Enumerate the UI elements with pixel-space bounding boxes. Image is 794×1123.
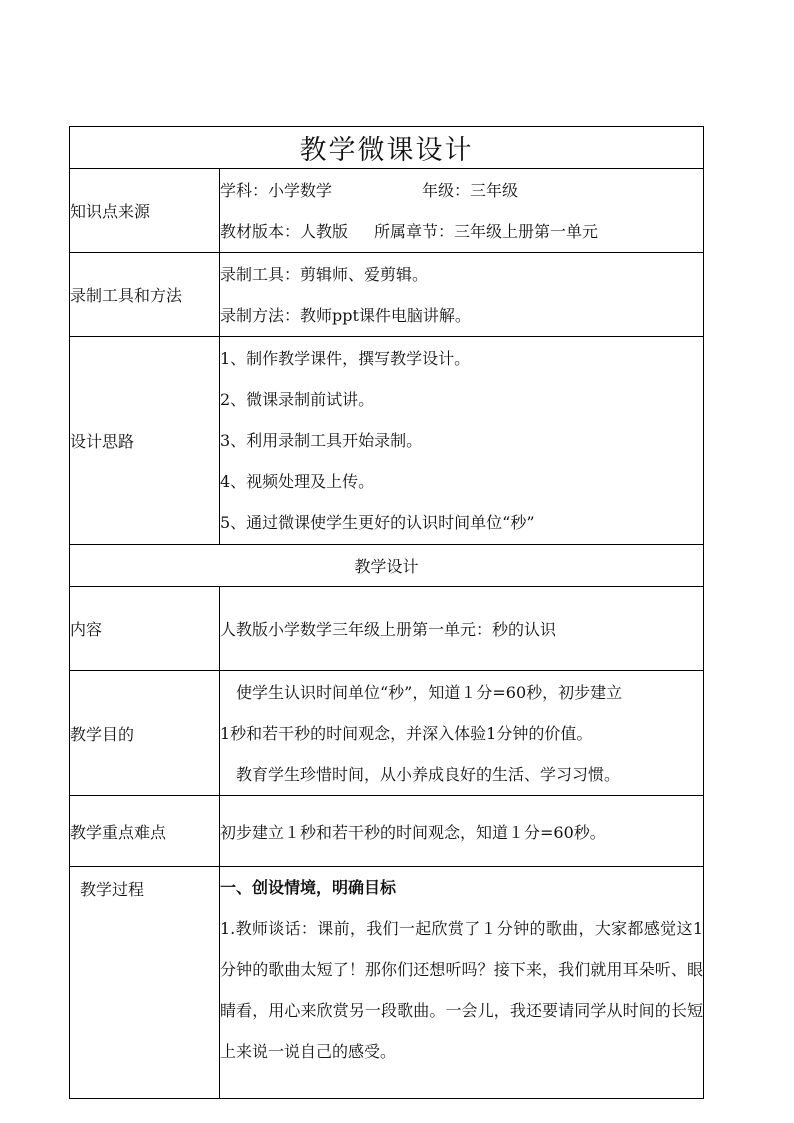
design-header-row — [70, 545, 704, 587]
process-label: 教学过程 — [80, 880, 145, 899]
tools-row — [70, 253, 704, 337]
process-label-cell — [70, 867, 220, 1099]
process-paragraph: 1.教师谈话：课前，我们一起欣赏了１分钟的歌曲，大家都感觉这1分钟的歌曲太短了！那你们还想听吗？接下来，我们就用耳朵听、眼睛看，用心来欣赏另一段歌曲。一会儿，我还要请同学从时间的长短上来说一说自己的感受。 — [220, 919, 703, 1061]
chapter-text: 所属章节：三年级上册第一单元 — [374, 221, 599, 241]
method-text: 录制方法：教师ppt课件电脑讲解。 — [220, 305, 471, 325]
idea-steps — [220, 337, 704, 545]
key-row — [70, 796, 704, 867]
idea-step: 4、视频处理及上传。 — [220, 472, 375, 491]
idea-label: 设计思路 — [70, 337, 220, 545]
key-label: 教学重点难点 — [70, 796, 220, 867]
goal-line-3: 教育学生珍惜时间，从小养成良好的生活、学习习惯。 — [236, 764, 621, 784]
source-content — [220, 169, 704, 253]
lesson-design-table — [69, 126, 704, 1099]
content-text: 人教版小学数学三年级上册第一单元：秒的认识 — [220, 587, 704, 671]
content-label: 内容 — [70, 587, 220, 671]
title-row — [70, 127, 704, 169]
document-title: 教学微课设计 — [70, 127, 704, 169]
tools-content — [220, 253, 704, 337]
tools-label: 录制工具和方法 — [70, 253, 220, 337]
subject-text: 学科：小学数学 — [220, 180, 333, 200]
content-row — [70, 587, 704, 671]
goal-content — [220, 671, 704, 796]
source-line-2 — [220, 211, 703, 252]
goal-line-1: 使学生认识时间单位“秒”，知道１分=60秒，初步建立 — [236, 682, 623, 702]
process-heading: 一、创设情境，明确目标 — [220, 878, 397, 897]
idea-step: 2、微课录制前试讲。 — [220, 390, 375, 409]
edition-text: 教材版本：人教版 — [220, 221, 349, 241]
source-line-1 — [220, 170, 703, 211]
idea-step: 3、利用录制工具开始录制。 — [220, 431, 423, 450]
goal-line-2: 1秒和若干秒的时间观念，并深入体验1分钟的价值。 — [220, 723, 593, 743]
design-section-title: 教学设计 — [70, 545, 704, 587]
key-text: 初步建立１秒和若干秒的时间观念，知道１分=60秒。 — [220, 796, 704, 867]
idea-step: 5、通过微课使学生更好的认识时间单位“秒” — [220, 513, 535, 532]
goal-label: 教学目的 — [70, 671, 220, 796]
source-row — [70, 169, 704, 253]
idea-step: 1、制作教学课件，撰写教学设计。 — [220, 349, 471, 368]
goal-row — [70, 671, 704, 796]
source-label: 知识点来源 — [70, 169, 220, 253]
process-row — [70, 867, 704, 1099]
idea-row — [70, 337, 704, 545]
grade-text: 年级：三年级 — [422, 180, 519, 200]
process-content — [220, 867, 704, 1099]
tool-text: 录制工具：剪辑师、爱剪辑。 — [220, 264, 429, 284]
